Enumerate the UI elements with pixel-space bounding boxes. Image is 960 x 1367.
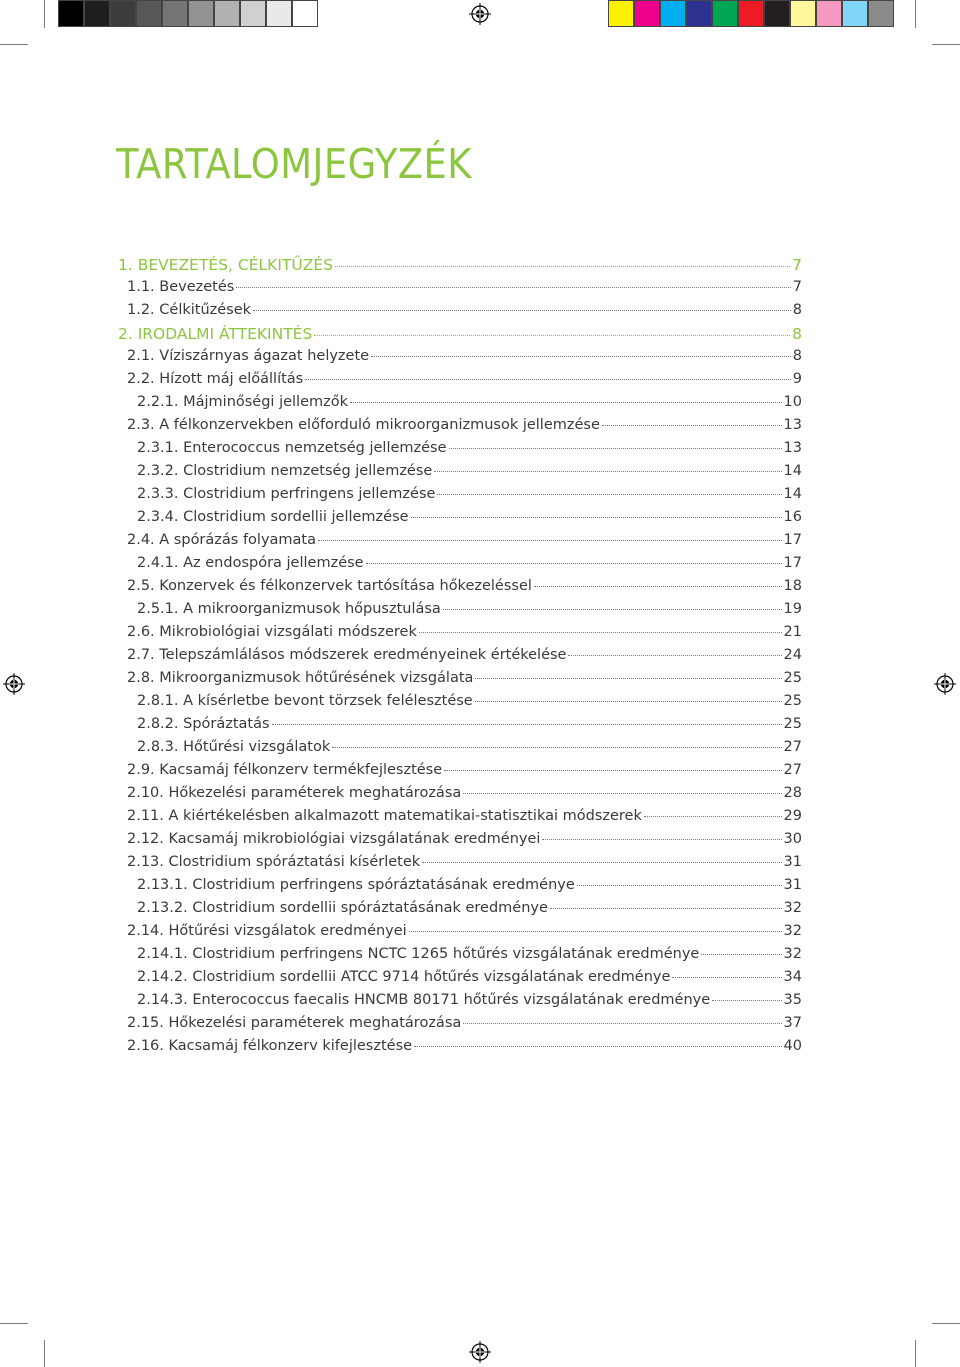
dot-leader	[236, 287, 790, 288]
crop-mark	[932, 44, 960, 45]
toc-entry[interactable]	[118, 256, 802, 278]
dot-leader	[712, 1000, 781, 1001]
dot-leader	[475, 701, 782, 702]
toc-page-number: 25	[783, 670, 802, 686]
dot-leader	[409, 931, 782, 932]
toc-entry[interactable]	[127, 279, 802, 301]
toc-entry-title: 2.7. Telepszámlálásos módszerek eredményeinek értékelése	[127, 647, 567, 663]
toc-page-number: 10	[783, 394, 802, 410]
toc-page-number: 18	[783, 578, 802, 594]
toc-page-number: 16	[783, 509, 802, 525]
toc-entry-title: 2.3.4. Clostridium sordellii jellemzése	[137, 509, 409, 525]
toc-entry[interactable]	[118, 325, 802, 347]
color-swatch	[266, 0, 292, 27]
toc-entry-title: 2.2.1. Májminőségi jellemzők	[137, 394, 349, 410]
dot-leader	[414, 1046, 781, 1047]
toc-entry-title: 2.13. Clostridium spóráztatási kísérletek	[127, 854, 421, 870]
dot-leader	[644, 816, 782, 817]
toc-page-number: 32	[783, 900, 802, 916]
dot-leader	[534, 586, 782, 587]
dot-leader	[475, 678, 781, 679]
toc-page-number: 9	[792, 371, 802, 387]
toc-entry[interactable]	[127, 624, 802, 646]
toc-entry[interactable]	[137, 877, 802, 899]
dot-leader	[422, 862, 781, 863]
page-title: TARTALOMJEGYZÉK	[116, 140, 472, 188]
toc-page-number: 32	[783, 923, 802, 939]
toc-entry-title: 1.1. Bevezetés	[127, 279, 235, 295]
toc-page-number: 8	[792, 348, 802, 364]
grayscale-color-bar	[58, 0, 318, 28]
toc-entry-title: 2. IRODALMI ÁTTEKINTÉS	[118, 325, 313, 343]
color-swatch	[634, 0, 660, 27]
toc-entry-title: 2.3.3. Clostridium perfringens jellemzése	[137, 486, 436, 502]
toc-entry[interactable]	[137, 509, 802, 531]
color-swatch	[660, 0, 686, 27]
toc-entry[interactable]	[137, 463, 802, 485]
toc-entry[interactable]	[127, 831, 802, 853]
registration-mark-bottom-icon	[469, 1341, 491, 1363]
toc-entry[interactable]	[127, 1038, 802, 1060]
toc-entry-title: 2.4. A spórázás folyamata	[127, 532, 316, 548]
toc-entry[interactable]	[127, 670, 802, 692]
dot-leader	[443, 609, 782, 610]
dot-leader	[272, 724, 782, 725]
toc-page-number: 14	[783, 463, 802, 479]
dot-leader	[366, 563, 782, 564]
toc-entry-title: 2.3. A félkonzervekben előforduló mikroorganizmusok jellemzése	[127, 417, 600, 433]
toc-entry[interactable]	[137, 739, 802, 761]
toc-entry[interactable]	[127, 532, 802, 554]
dot-leader	[253, 310, 791, 311]
toc-page-number: 13	[783, 440, 802, 456]
crop-mark	[915, 0, 916, 28]
dot-leader	[542, 839, 781, 840]
toc-entry-title: 2.16. Kacsamáj félkonzerv kifejlesztése	[127, 1038, 413, 1054]
toc-page-number: 7	[792, 256, 802, 274]
toc-entry-title: 2.14. Hőtűrési vizsgálatok eredményei	[127, 923, 407, 939]
color-swatch	[816, 0, 842, 27]
toc-entry[interactable]	[137, 716, 802, 738]
crop-mark	[932, 1323, 960, 1324]
color-swatch	[842, 0, 868, 27]
dot-leader	[437, 494, 781, 495]
dot-leader	[335, 266, 790, 267]
dot-leader	[318, 540, 782, 541]
toc-entry[interactable]	[137, 969, 802, 991]
toc-entry-title: 2.9. Kacsamáj félkonzerv termékfejlesztése	[127, 762, 443, 778]
dot-leader	[463, 793, 781, 794]
toc-entry-title: 2.4.1. Az endospóra jellemzése	[137, 555, 364, 571]
toc-page-number: 24	[783, 647, 802, 663]
color-swatch	[240, 0, 266, 27]
toc-page-number: 29	[783, 808, 802, 824]
registration-mark-top-icon	[469, 3, 491, 25]
crop-mark	[44, 1340, 45, 1367]
toc-entry[interactable]	[137, 440, 802, 462]
toc-page-number: 28	[783, 785, 802, 801]
crop-mark	[0, 1323, 28, 1324]
crop-mark	[44, 0, 45, 28]
color-swatch	[162, 0, 188, 27]
toc-entry-title: 2.3.2. Clostridium nemzetség jellemzése	[137, 463, 433, 479]
toc-entry-title: 2.14.1. Clostridium perfringens NCTC 1265 hőtűrés vizsgálatának eredménye	[137, 946, 700, 962]
toc-entry[interactable]	[127, 785, 802, 807]
toc-entry[interactable]	[137, 693, 802, 715]
toc-entry-title: 2.2. Hízott máj előállítás	[127, 371, 304, 387]
registration-mark-right-icon	[934, 673, 956, 695]
toc-entry[interactable]	[127, 302, 802, 324]
toc-entry-title: 2.6. Mikrobiológiai vizsgálati módszerek	[127, 624, 417, 640]
toc-entry-title: 2.13.2. Clostridium sordellii spóráztatásának eredménye	[137, 900, 548, 916]
dot-leader	[550, 908, 782, 909]
toc-entry[interactable]	[137, 555, 802, 577]
toc-page-number: 25	[783, 716, 802, 732]
crop-mark	[915, 1340, 916, 1367]
toc-entry[interactable]	[127, 371, 802, 393]
toc-entry[interactable]	[127, 578, 802, 600]
toc-page-number: 8	[792, 302, 802, 318]
color-swatch	[214, 0, 240, 27]
toc-entry-title: 2.3.1. Enterococcus nemzetség jellemzése	[137, 440, 447, 456]
toc-entry[interactable]	[137, 946, 802, 968]
toc-entry[interactable]	[137, 486, 802, 508]
color-swatch	[712, 0, 738, 27]
toc-entry-title: 2.10. Hőkezelési paraméterek meghatározása	[127, 785, 462, 801]
color-swatch	[686, 0, 712, 27]
dot-leader	[332, 747, 781, 748]
toc-entry-title: 2.14.3. Enterococcus faecalis HNCMB 80171 hőtűrés vizsgálatának eredménye	[137, 992, 711, 1008]
color-swatch	[790, 0, 816, 27]
dot-leader	[419, 632, 782, 633]
toc-entry[interactable]	[127, 762, 802, 784]
toc-page-number: 35	[783, 992, 802, 1008]
toc-page-number: 17	[783, 555, 802, 571]
toc-entry[interactable]	[137, 900, 802, 922]
toc-entry[interactable]	[127, 348, 802, 370]
dot-leader	[463, 1023, 781, 1024]
toc-entry-title: 2.8. Mikroorganizmusok hőtűrésének vizsgálata	[127, 670, 474, 686]
toc-page-number: 27	[783, 739, 802, 755]
color-swatch	[764, 0, 790, 27]
toc-entry[interactable]	[127, 647, 802, 669]
dot-leader	[350, 402, 782, 403]
dot-leader	[411, 517, 782, 518]
toc-entry-title: 2.5.1. A mikroorganizmusok hőpusztulása	[137, 601, 441, 617]
toc-entry-title: 2.1. Víziszárnyas ágazat helyzete	[127, 348, 370, 364]
toc-page-number: 17	[783, 532, 802, 548]
toc-page-number: 7	[792, 279, 802, 295]
toc-page-number: 13	[783, 417, 802, 433]
toc-page-number: 8	[792, 325, 802, 343]
toc-page-number: 31	[783, 854, 802, 870]
toc-entry-title: 2.8.1. A kísérletbe bevont törzsek felélesztése	[137, 693, 473, 709]
dot-leader	[371, 356, 791, 357]
color-swatch	[110, 0, 136, 27]
dot-leader	[305, 379, 791, 380]
color-swatch	[188, 0, 214, 27]
toc-entry-title: 1.2. Célkitűzések	[127, 302, 252, 318]
dot-leader	[314, 335, 790, 336]
dot-leader	[434, 471, 781, 472]
toc-entry[interactable]	[127, 854, 802, 876]
color-swatch	[84, 0, 110, 27]
dot-leader	[449, 448, 782, 449]
toc-entry[interactable]	[137, 394, 802, 416]
dot-leader	[577, 885, 782, 886]
dot-leader	[568, 655, 781, 656]
toc-page-number: 25	[783, 693, 802, 709]
registration-mark-left-icon	[3, 673, 25, 695]
dot-leader	[672, 977, 781, 978]
toc-entry-title: 2.8.2. Spóráztatás	[137, 716, 270, 732]
toc-page-number: 31	[783, 877, 802, 893]
dot-leader	[701, 954, 781, 955]
toc-entry[interactable]	[127, 417, 802, 439]
toc-entry-title: 2.11. A kiértékelésben alkalmazott matematikai-statisztikai módszerek	[127, 808, 642, 824]
process-color-bar	[608, 0, 894, 28]
color-swatch	[136, 0, 162, 27]
toc-entry[interactable]	[127, 1015, 802, 1037]
toc-entry-title: 2.15. Hőkezelési paraméterek meghatározása	[127, 1015, 462, 1031]
dot-leader	[444, 770, 781, 771]
crop-mark	[0, 44, 28, 45]
toc-entry[interactable]	[137, 601, 802, 623]
color-swatch	[608, 0, 634, 27]
toc-page-number: 27	[783, 762, 802, 778]
toc-entry-title: 2.14.2. Clostridium sordellii ATCC 9714 hőtűrés vizsgálatának eredménye	[137, 969, 671, 985]
toc-page-number: 37	[783, 1015, 802, 1031]
toc-entry[interactable]	[127, 808, 802, 830]
toc-page-number: 21	[783, 624, 802, 640]
color-swatch	[868, 0, 894, 27]
color-swatch	[292, 0, 318, 27]
color-swatch	[738, 0, 764, 27]
toc-entry-title: 2.12. Kacsamáj mikrobiológiai vizsgálatának eredményei	[127, 831, 541, 847]
toc-page-number: 40	[783, 1038, 802, 1054]
dot-leader	[602, 425, 782, 426]
toc-entry[interactable]	[127, 923, 802, 945]
toc-entry-title: 2.13.1. Clostridium perfringens spóráztatásának eredménye	[137, 877, 575, 893]
toc-page-number: 34	[783, 969, 802, 985]
toc-page-number: 32	[783, 946, 802, 962]
toc-entry-title: 2.5. Konzervek és félkonzervek tartósítása hőkezeléssel	[127, 578, 532, 594]
toc-page-number: 30	[783, 831, 802, 847]
toc-entry-title: 1. BEVEZETÉS, CÉLKITŰZÉS	[118, 256, 333, 274]
toc-entry-title: 2.8.3. Hőtűrési vizsgálatok	[137, 739, 331, 755]
toc-page-number: 14	[783, 486, 802, 502]
toc-entry[interactable]	[137, 992, 802, 1014]
toc-page-number: 19	[783, 601, 802, 617]
color-swatch	[58, 0, 84, 27]
